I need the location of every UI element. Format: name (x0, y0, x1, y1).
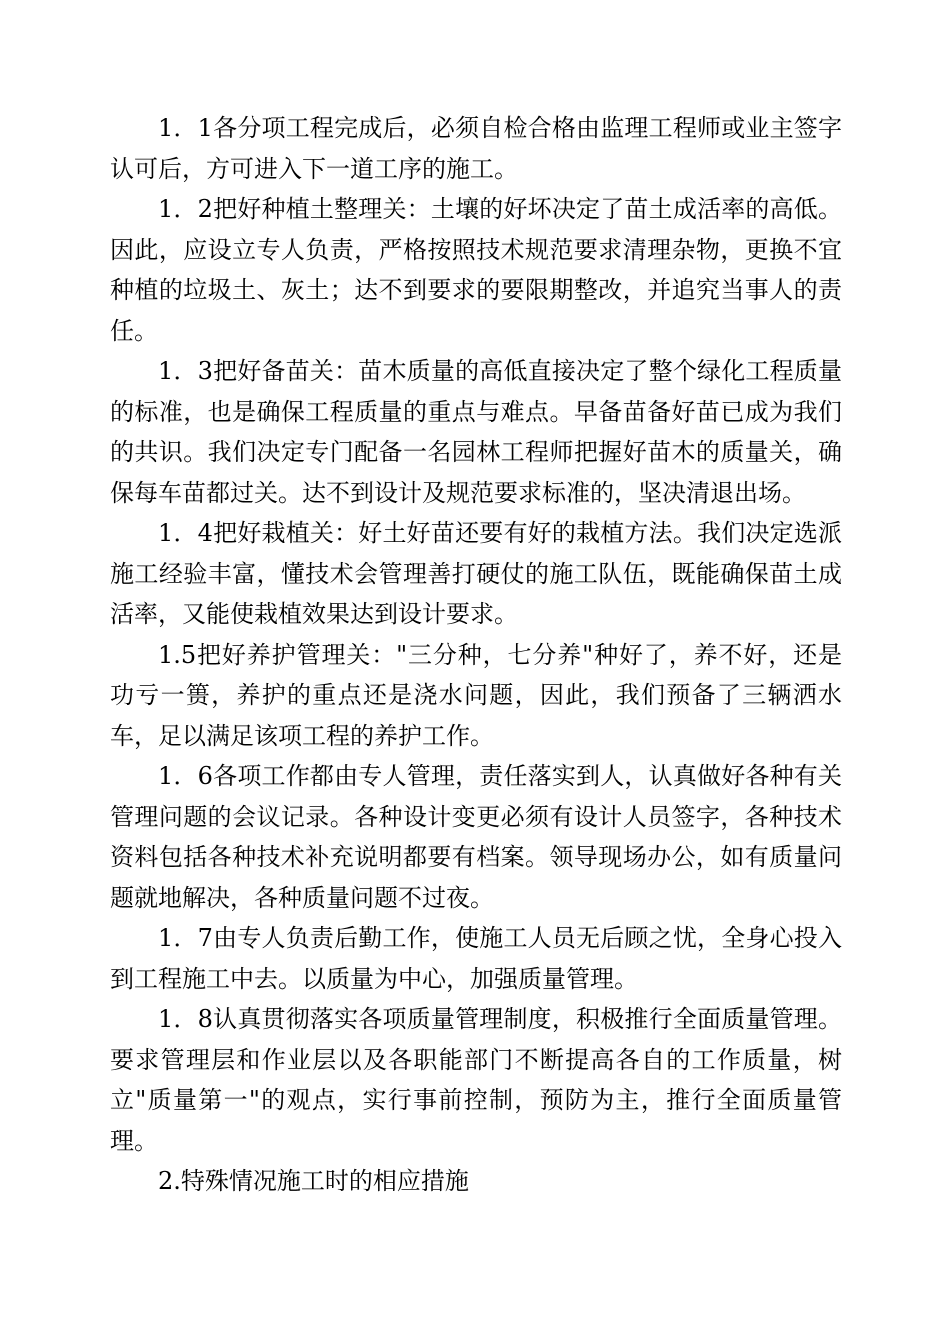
paragraph-1-6: 1．6各项工作都由专人管理，责任落实到人，认真做好各种有关管理问题的会议记录。各种设计变更必须有设计人员签字，各种技术资料包括各种技术补充说明都要有档案。领导现场办公，如有质量问题就地解决，各种质量问题不过夜。 (110, 762, 842, 912)
paragraph-1-4: 1．4把好栽植关：好土好苗还要有好的栽植方法。我们决定选派施工经验丰富，懂技术会管理善打硬仗的施工队伍，既能确保苗土成活率，又能使栽植效果达到设计要求。 (110, 519, 842, 628)
paragraph-1-1: 1．1各分项工程完成后，必须自检合格由监理工程师或业主签字认可后，方可进入下一道工序的施工。 (110, 114, 842, 183)
paragraph-1-7: 1．7由专人负责后勤工作，使施工人员无后顾之忧，全身心投入到工程施工中去。以质量为中心，加强质量管理。 (110, 924, 842, 993)
document-page (110, 108, 842, 1202)
section-heading-2: 2.特殊情况施工时的相应措施 (158, 1167, 469, 1195)
paragraph-1-3: 1．3把好备苗关：苗木质量的高低直接决定了整个绿化工程质量的标准，也是确保工程质量的重点与难点。早备苗备好苗已成为我们的共识。我们决定专门配备一名园林工程师把握好苗木的质量关，确保每车苗都过关。达不到设计及规范要求标准的，坚决清退出场。 (110, 357, 842, 507)
paragraph-1-2: 1．2把好种植土整理关：土壤的好坏决定了苗土成活率的高低。因此，应设立专人负责，严格按照技术规范要求清理杂物，更换不宜种植的垃圾土、灰土；达不到要求的要限期整改，并追究当事人的责任。 (110, 195, 842, 345)
paragraph-1-8: 1．8认真贯彻落实各项质量管理制度，积极推行全面质量管理。要求管理层和作业层以及各职能部门不断提高各自的工作质量，树立"质量第一"的观点，实行事前控制，预防为主，推行全面质量管理。 (110, 1005, 842, 1155)
paragraph-1-5: 1.5把好养护管理关："三分种，七分养"种好了，养不好，还是功亏一篑，养护的重点还是浇水问题，因此，我们预备了三辆洒水车，足以满足该项工程的养护工作。 (110, 640, 842, 750)
